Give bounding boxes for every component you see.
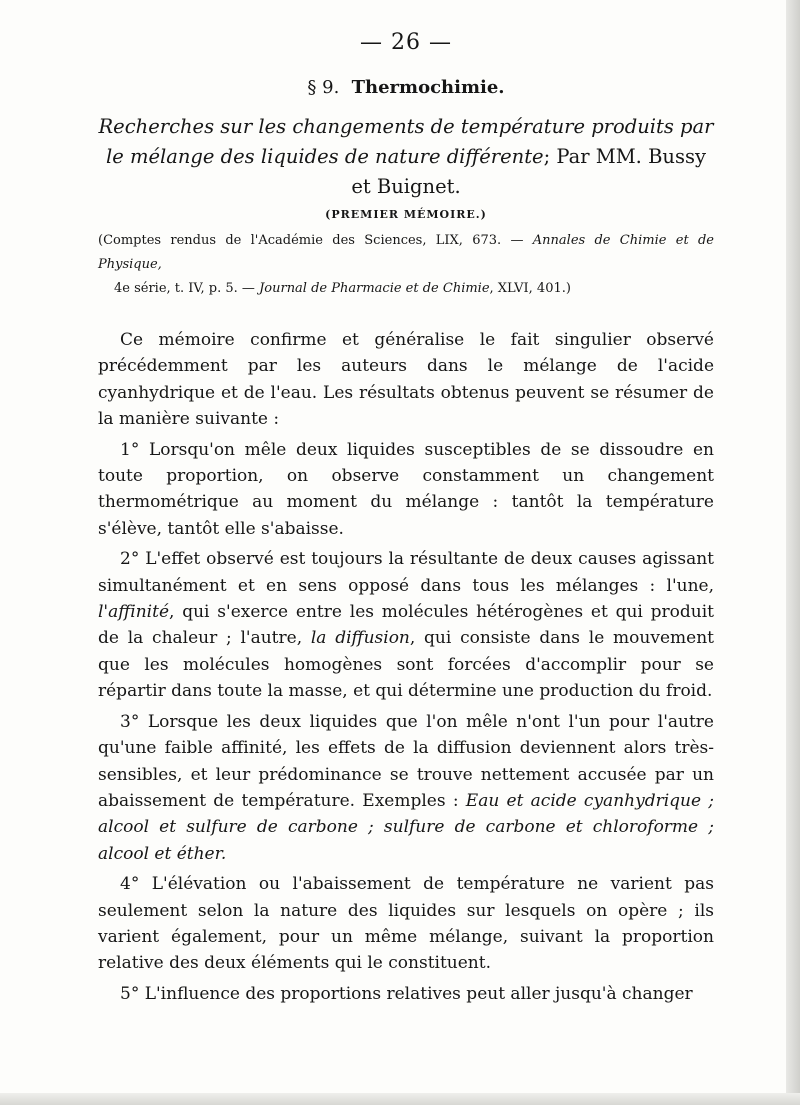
page-edge-right <box>786 0 800 1105</box>
reference-journal-1: Annales de Chimie et de Physique, <box>98 233 714 272</box>
reference-line-2 <box>98 277 714 301</box>
p2-text-c: , qui s'exerce entre les molécules hétérogènes et qui produit de la chaleur ; l'autre, <box>98 602 714 649</box>
article-title-text: Recherches sur les changements de température produits par le mélange des liquides de nature différente <box>98 115 714 168</box>
article-title <box>98 112 714 202</box>
paragraph-1: 1° Lorsqu'on mêle deux liquides susceptibles de se dissoudre en toute proportion, on observe constamment un changement thermométrique au moment du mélange : tantôt la température s'élève, tantôt elle s'abaisse. <box>98 439 714 539</box>
section-heading <box>98 77 714 98</box>
bibliographic-reference <box>98 229 714 301</box>
paragraph-5: 5° L'influence des proportions relatives peut aller jusqu'à changer <box>120 983 693 1004</box>
p2-text-a: 2° L'effet observé est toujours la résultante de deux causes agissant simultanément et en sens opposé dans tous les mélanges : l'une, <box>98 549 714 596</box>
article-title-separator: ; Par MM. <box>543 145 649 168</box>
reference-part-1: (Comptes rendus de l'Académie des Sciences, LIX, 673. — <box>98 233 533 248</box>
page-edge-bottom <box>0 1093 800 1105</box>
p2-term-affinite: l'affinité <box>98 602 170 623</box>
p3-examples: Eau et acide cyanhydrique ; alcool et sulfure de carbone ; sulfure de carbone et chloroforme ; alcool et éther. <box>98 790 714 864</box>
paragraph-3 <box>98 709 714 867</box>
p2-text-e: , qui consiste dans le mouvement que les molécules homogènes sont forcées d'accomplir pour se répartir dans toute la masse, et qui détermine une production du froid. <box>98 628 714 702</box>
p3-text-a: 3° Lorsque les deux liquides que l'on mêle n'ont l'un pour l'autre qu'une faible affinité, les effets de la diffusion deviennent alors très-sensibles, et leur prédominance se trouve nettement accusée par un abaissement de température. Exemples : <box>98 711 714 811</box>
page-content <box>98 30 714 1011</box>
p2-term-diffusion: la diffusion <box>310 628 410 649</box>
reference-part-3: , XLVI, 401.) <box>489 281 571 296</box>
section-symbol: § 9. <box>307 77 340 98</box>
reference-part-2: 4e série, t. IV, p. 5. — <box>114 281 260 296</box>
reference-journal-2: Journal de Pharmacie et de Chimie <box>259 281 490 296</box>
article-authors: Bussy et Buignet. <box>351 145 706 198</box>
page-number: — 26 — <box>360 30 452 55</box>
section-title: Thermochimie. <box>351 77 505 98</box>
memoir-note: (PREMIER MÉMOIRE.) <box>325 208 487 221</box>
paragraph-2 <box>98 546 714 704</box>
paragraph-intro: Ce mémoire confirme et généralise le fait singulier observé précédemment par les auteurs dans le mélange de l'acide cyanhydrique et de l'eau. Les résultats obtenus peuvent se résumer de la manière suivante : <box>98 330 714 430</box>
paragraph-4: 4° L'élévation ou l'abaissement de température ne varient pas seulement selon la nature des liquides sur lesquels on opère ; ils varient également, pour un même mélange, suivant la proportion relative des deux éléments qui le constituent. <box>98 874 714 974</box>
